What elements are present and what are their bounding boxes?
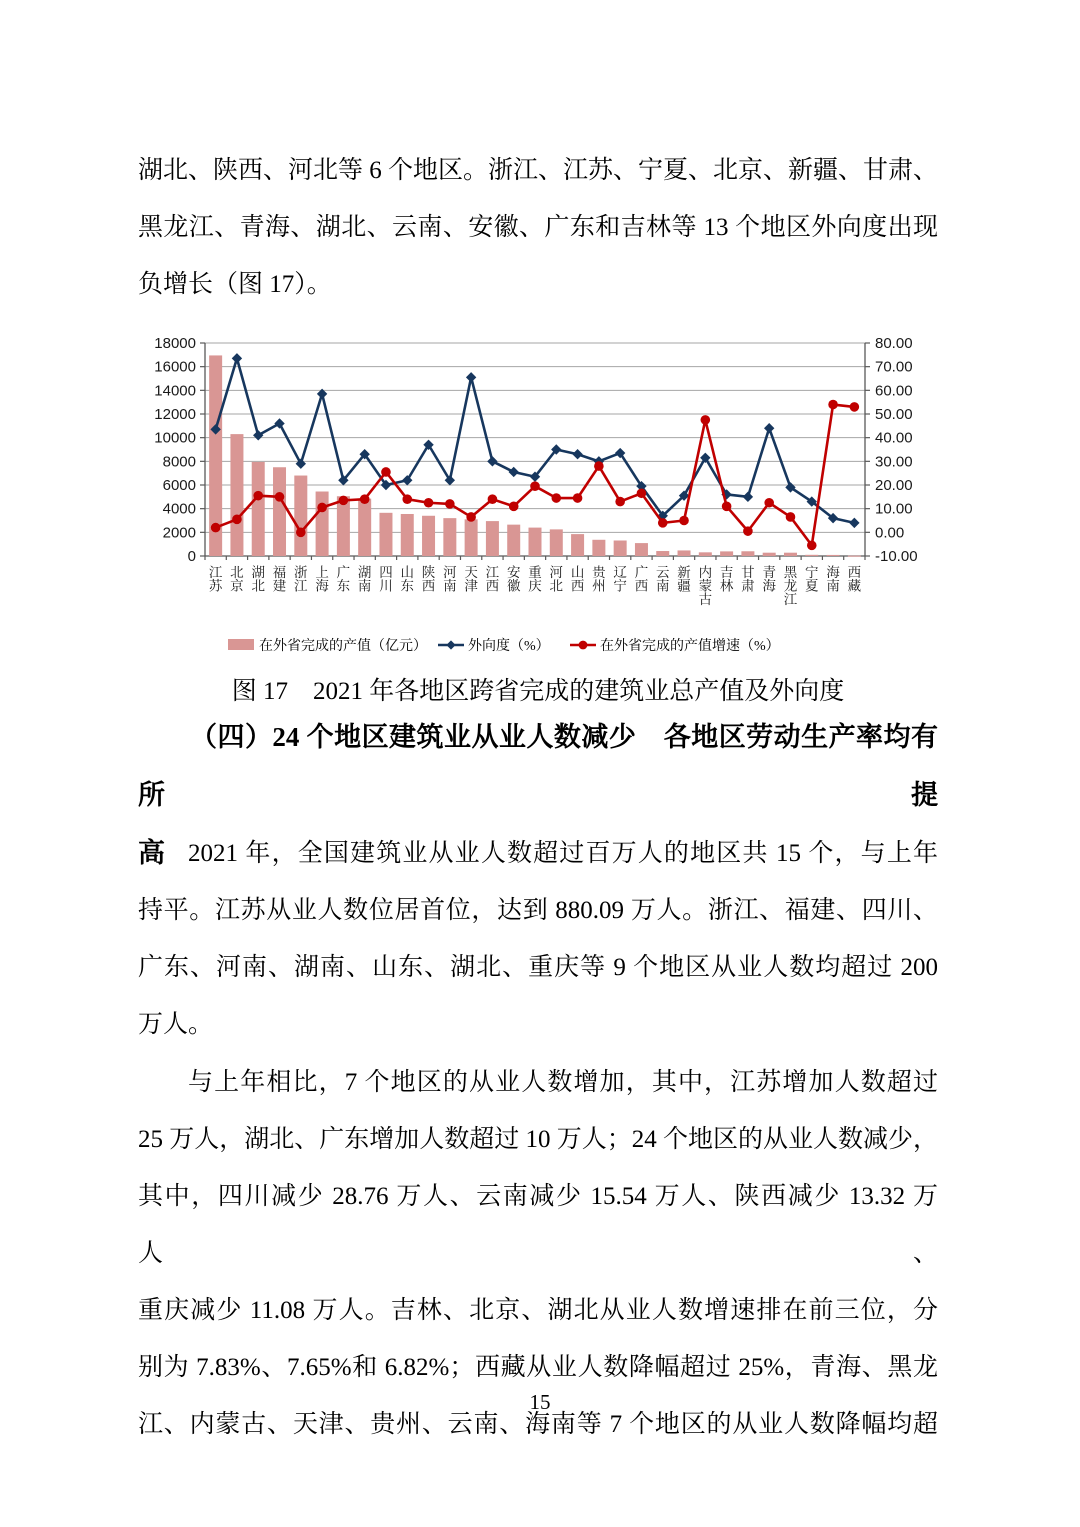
figure-caption: 图 17 2021 年各地区跨省完成的建筑业总产值及外向度 [231,678,845,705]
bar [443,518,456,556]
x-category-label: 天津 [464,565,478,594]
data-point-circle [211,523,221,533]
legend-item [570,637,780,654]
legend-item [438,637,550,654]
para2-line: 别为 7.83%、7.65%和 6.82%；西藏从业人数降幅超过 25%，青海、黑龙 [138,1354,938,1381]
x-category-label: 浙江 [294,565,308,594]
data-point-diamond [232,353,242,363]
bar [827,555,840,556]
bar [635,543,648,556]
x-category-label: 安徽 [506,565,521,594]
data-point-circle [424,498,434,508]
data-point-circle [658,518,668,528]
left-axis-tick: 0 [187,548,196,565]
figure-17-chart [140,330,940,675]
bar [252,462,265,556]
x-category-labels [209,564,862,607]
left-axis-tick: 16000 [154,358,196,376]
bar [784,553,797,556]
x-category-label: 吉林 [719,565,734,594]
intro-line: 黑龙江、青海、湖北、云南、安徽、广东和吉林等 13 个地区外向度出现 [138,214,938,241]
left-axis-tick: 12000 [154,406,196,423]
x-category-label: 云南 [655,565,670,594]
legend-marker-diamond [446,640,455,649]
left-axis-tick: 2000 [162,524,196,542]
x-category-label: 河南 [443,565,457,594]
right-axis-tick: 40.00 [875,429,913,447]
section-heading-line: 高 [138,838,165,868]
bar [805,555,818,556]
left-axis-tick: 14000 [154,382,196,400]
bar [720,551,733,556]
bar [848,556,861,557]
data-point-circle [402,494,412,504]
x-category-label: 青海 [762,565,776,594]
legend-label: 在外省完成的产值增速（%） [600,639,780,654]
data-point-diamond [572,449,582,459]
data-point-circle [551,493,561,503]
left-axis-tick: 18000 [154,335,196,352]
page-number: 15 [529,1390,551,1414]
data-point-circle [701,415,711,425]
right-axis-tick: 10.00 [875,500,913,518]
para1-line: 万人。 [138,1011,214,1038]
bar [316,492,329,556]
data-point-diamond [509,467,519,477]
right-axis-tick: 0.00 [875,524,905,542]
para2-line: 重庆减少 11.08 万人。吉林、北京、湖北从业人数增速排在前三位，分 [138,1297,938,1324]
data-point-diamond [253,430,263,440]
bar [507,525,520,556]
x-category-label: 湖南 [357,565,372,594]
legend-swatch-bar [228,639,254,650]
bar [529,528,542,556]
data-point-circle [594,461,604,471]
data-point-circle [828,400,838,410]
para2-line: 江、内蒙古、天津、贵州、云南、海南等 7 个地区的从业人数降幅均超 [138,1411,938,1438]
data-point-circle [275,492,285,502]
x-category-label: 上海 [315,565,329,594]
series-line [216,358,855,522]
right-axis-tick: 70.00 [875,358,913,376]
right-axis-tick: 80.00 [875,335,913,352]
data-point-circle [637,488,647,498]
right-axis-tick: -10.00 [875,548,918,565]
bar [550,529,563,556]
legend-label: 外向度（%） [468,639,550,654]
intro-line: 湖北、陕西、河北等 6 个地区。浙江、江苏、宁夏、北京、新疆、甘肃、 [138,157,939,184]
x-category-label: 辽宁 [613,565,627,594]
data-point-circle [850,402,860,412]
bar [294,476,307,556]
bar [741,551,754,556]
x-category-label: 海南 [826,565,840,594]
body-paragraph-1 [138,825,938,1053]
data-point-circle [786,512,796,522]
x-category-label: 内蒙古 [698,565,713,607]
data-point-circle [381,467,391,477]
x-category-label: 江西 [485,565,500,594]
right-axis-tick: 60.00 [875,382,913,400]
bar [379,513,392,556]
x-category-label: 广西 [634,565,649,594]
bar [614,540,627,556]
x-category-label: 贵州 [592,565,606,594]
data-point-diamond [296,459,306,469]
data-point-circle [488,494,498,504]
data-point-diamond [274,418,284,428]
right-axis-tick: 30.00 [875,453,913,471]
section-heading-line: （四）24 个地区建筑业从业人数减少 各地区劳动生产率均有所提 [138,722,938,810]
left-axis-tick: 4000 [162,500,196,518]
bar [571,534,584,556]
data-point-circle [445,499,455,509]
data-point-circle [360,494,370,504]
data-point-circle [679,516,689,526]
x-category-label: 山西 [570,565,585,594]
data-point-diamond [764,423,774,433]
x-category-label: 新疆 [677,565,691,594]
x-category-label: 宁夏 [805,565,819,594]
x-category-label: 四川 [379,565,393,594]
bar [763,553,776,556]
x-category-label: 黑龙江 [783,565,798,607]
figure-17-chart-svg [140,330,940,675]
bar [273,467,286,556]
bar [678,550,691,556]
para2-line: 与上年相比，7 个地区的从业人数增加，其中，江苏增加人数超过 [188,1069,938,1096]
left-axis-tick: 10000 [154,429,196,447]
legend-label: 在外省完成的产值（亿元） [259,639,427,654]
x-category-label: 河北 [549,565,564,594]
x-category-label: 西藏 [847,565,862,594]
x-category-label: 湖北 [251,565,265,594]
data-point-circle [232,515,242,525]
left-axis-tick: 6000 [162,477,196,494]
x-category-label: 广东 [336,565,351,594]
bar [486,521,499,556]
bar [358,499,371,556]
data-point-circle [764,498,774,508]
para2-line: 其中，四川减少 28.76 万人、云南减少 15.54 万人、陕西减少 13.32 万人、 [138,1183,938,1267]
chart-legend [228,637,780,654]
para2-line: 25 万人，湖北、广东增加人数超过 10 万人；24 个地区的从业人数减少， [138,1126,939,1153]
para1-line: 2021 年，全国建筑业从业人数超过百万人的地区共 15 个，与上年 [188,840,938,867]
legend-marker-circle [579,641,588,650]
x-category-label: 甘肃 [741,565,755,594]
bar [592,540,605,556]
x-category-label: 福建 [272,565,287,594]
data-point-circle [807,541,817,551]
bar [230,434,243,556]
bar [422,516,435,556]
data-point-circle [530,481,540,491]
x-category-label: 重庆 [528,565,542,594]
data-point-diamond [743,492,753,502]
data-point-diamond [466,372,476,382]
bar [401,514,414,556]
bar [699,552,712,556]
bar [465,519,478,556]
intro-paragraph [138,142,938,313]
right-axis-tick: 20.00 [875,477,913,494]
x-category-label: 江苏 [208,565,223,594]
bar [337,496,350,556]
data-point-diamond [487,456,497,466]
x-category-label: 陕西 [421,565,436,594]
line-series-外向度（%） [210,353,859,528]
data-point-circle [296,528,306,538]
left-axis-tick: 8000 [162,453,196,471]
data-point-circle [509,502,519,512]
data-point-circle [573,493,583,503]
data-point-circle [466,512,476,522]
right-axis-tick: 50.00 [875,406,913,423]
data-point-circle [253,491,263,501]
x-category-label: 山东 [400,565,415,594]
data-point-circle [317,503,327,513]
data-point-circle [722,502,732,512]
intro-line: 负增长（图 17）。 [138,271,332,298]
bar [656,551,669,556]
para1-line: 广东、河南、湖南、山东、湖北、重庆等 9 个地区从业人数均超过 200 [138,954,938,981]
data-point-circle [743,526,753,536]
x-category-label: 北京 [230,565,244,594]
data-point-circle [615,497,625,507]
legend-item [228,637,427,654]
data-point-circle [339,496,349,506]
para1-line: 持平。江苏从业人数位居首位，达到 880.09 万人。浙江、福建、四川、 [138,897,938,924]
data-point-diamond [849,518,859,528]
